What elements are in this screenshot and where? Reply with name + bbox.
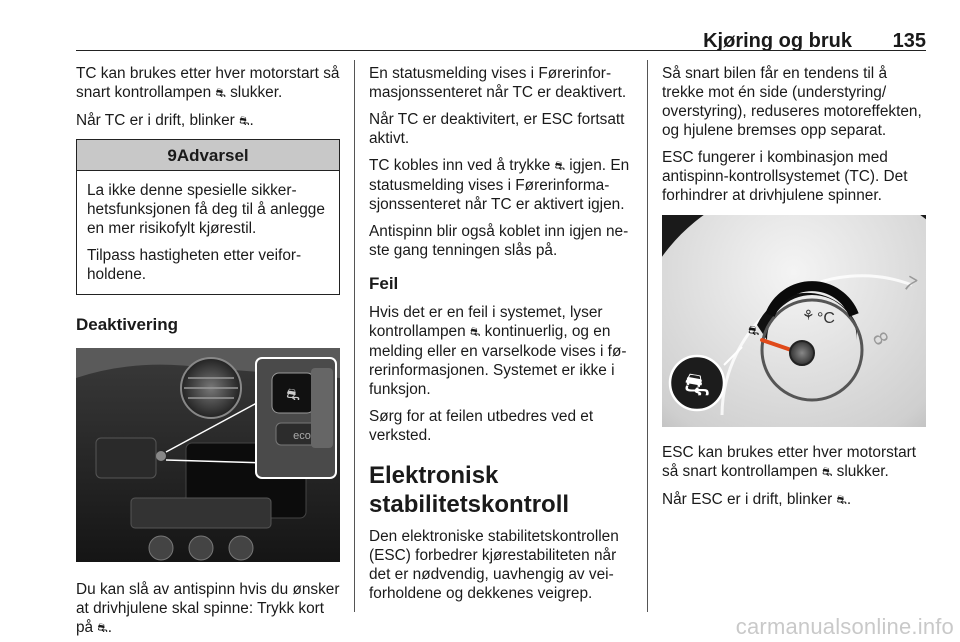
paragraph: En statusmelding vises i Førerinformasjonssenteret når TC er deaktivert. — [369, 65, 627, 101]
paragraph: Antispinn blir også koblet inn igjen neste gang tenningen slås på. — [369, 223, 629, 259]
paragraph: Den elektroniske stabilitetskontrollen (ESC) forbedrer kjørestabiliteten når det er nødvendig, uavhengig av veiforholdene og dekkenes veigrep. — [369, 528, 619, 602]
column-2 — [369, 64, 633, 611]
eco-button-label: eco — [293, 430, 311, 442]
footer-watermark — [0, 612, 960, 642]
paragraph: Når TC er deaktivitert, er ESC fortsatt aktivt. — [369, 111, 625, 147]
paragraph: TC kan brukes etter hver motorstart så snart kontrollampen ⛐ slukker. — [76, 65, 340, 101]
page-header — [76, 30, 926, 52]
paragraph: Sørg for at feilen utbedres ved et verksted. — [369, 408, 594, 444]
tc-off-icon: ⛐ — [469, 325, 481, 339]
section-heading-esc: Elektronisk stabilitetskontroll — [369, 462, 570, 518]
esc-warning-icon: ⛐ — [684, 368, 710, 403]
paragraph: Hvis det er en feil i systemet, lyser kontrollampen ⛐ kontinuerlig, og en melding eller en varselkode vises i førerinformasjonen. Systemet er ikke i funksjon. — [369, 304, 627, 398]
warning-text: Tilpass hastigheten etter veiforholdene. — [87, 247, 302, 283]
warning-box — [76, 139, 340, 295]
paragraph: ESC kan brukes etter hver motorstart så snart kontrollampen ⛐ slukker. — [662, 444, 917, 480]
column-3 — [662, 64, 926, 518]
paragraph: ESC fungerer i kombinasjon med antispinn-kontrollsystemet (TC). Det forhindrer at drivhjulene spinner. — [662, 149, 908, 204]
header-divider — [76, 50, 926, 51]
tc-off-icon: ⛐ — [554, 159, 565, 173]
gauge-digit: 8 — [867, 328, 893, 350]
esc-lamp-icon: ⛐ — [836, 493, 847, 507]
paragraph: Når TC er i drift, blinker ⛐. — [76, 112, 254, 129]
warning-body — [77, 171, 339, 294]
page-number: 135 — [892, 30, 926, 52]
section-heading-deaktivering: Deaktivering — [76, 315, 179, 334]
chapter-title: Kjøring og bruk — [703, 30, 852, 52]
column-divider-2 — [647, 60, 648, 612]
paragraph: Så snart bilen får en tendens til å trekke mot én side (understyring/ overstyring), reduseres motoreffekten, og hjulene bremses opp separat. — [662, 65, 922, 139]
warning-header — [77, 140, 339, 171]
paragraph: TC kobles inn ved å trykke ⛐ igjen. En statusmelding vises i Førerinformasjonssenteret når TC er aktivert igjen. — [369, 157, 630, 213]
tc-button-icon: ⛐ — [286, 385, 300, 404]
warning-title: Advarsel — [176, 146, 249, 165]
tc-off-icon: ⛐ — [215, 86, 226, 100]
tc-off-icon: ⛐ — [239, 114, 250, 128]
column-divider-1 — [354, 60, 355, 612]
paragraph: Når ESC er i drift, blinker ⛐. — [662, 491, 852, 508]
watermark-text: carmanualsonline.info — [735, 614, 954, 639]
esc-lamp-icon: ⛐ — [821, 465, 833, 479]
section-heading-feil: Feil — [369, 274, 399, 293]
gauge-unit: °C — [817, 310, 835, 327]
column-1 — [76, 64, 340, 642]
instrument-cluster-photo — [662, 215, 926, 427]
warning-text: La ikke denne spesielle sikkerhetsfunksjonen få deg til å anlegge en mer risikofylt kjørestil. — [87, 182, 325, 237]
tc-off-icon: ⛐ — [97, 621, 108, 635]
esc-lamp-icon: ⛐ — [748, 324, 760, 339]
gauge-digit: 7 — [899, 272, 921, 297]
temperature-icon: ⚘ — [802, 308, 815, 324]
dashboard-button-photo — [76, 348, 340, 562]
warning-icon: 9 — [167, 146, 177, 165]
paragraph: Du kan slå av antispinn hvis du ønsker at drivhjulene skal spinne: Trykk kort på ⛐. — [76, 581, 340, 636]
